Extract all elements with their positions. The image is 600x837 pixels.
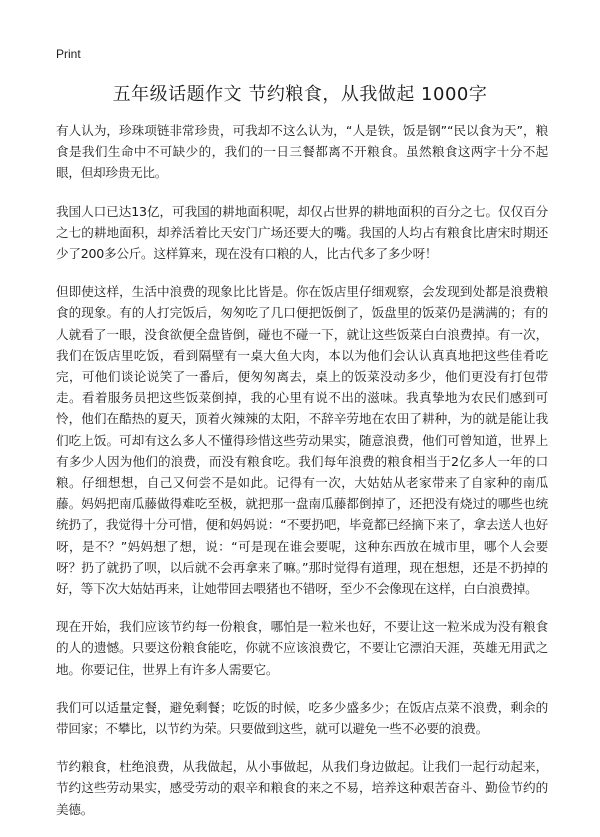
- article-body: [56, 120, 548, 837]
- article-paragraph-6: 节约粮食，杜绝浪费，从我做起，从小事做起，从我们身边做起。让我们一起行动起来，节约这些劳动果实，感受劳动的艰辛和粮食的来之不易，培养这种艰苦奋斗、勤俭节约的美德。: [56, 759, 548, 817]
- article-paragraph-1: 有人认为，珍珠项链非常珍贵，可我却不这么认为，“人是铁，饭是钢”“民以食为天”，粮食是我们生命中不可缺少的，我们的一日三餐都离不开粮食。虽然粮食这两字十分不起眼，但却珍贵无比。: [56, 123, 548, 181]
- print-link[interactable]: Print: [56, 47, 81, 61]
- article-paragraph-3: 但即使这样，生活中浪费的现象比比皆是。你在饭店里仔细观察，会发现到处都是浪费粮食的现象。有的人打完饭后，匆匆吃了几口便把饭倒了，饭盘里的饭菜仍是满满的；有的人就看了一眼，没食欲便全盘皆倒，碰也不碰一下，就让这些饭菜白白浪费掉。有一次，我们在饭店里吃饭，看到隔壁有一桌大鱼大肉，本以为他们会认认真真地把这些佳肴吃完，可他们谈论说笑了一番后，便匆匆离去，桌上的饭菜没动多少，他们更没有打包带走。看着服务员把这些饭菜倒掉，我的心里有说不出的滋味。我真挚地为农民们感到可怜，他们在酷热的夏天，顶着火辣辣的太阳，不辞辛劳地在农田了耕种，为的就是能让我们吃上饭。可却有这么多人不懂得珍惜这些劳动果实，随意浪费，他们可曾知道，世界上有多少人因为他们的浪费，而没有粮食吃。我们每年浪费的粮食相当于2亿多人一年的口粮。仔细想想，自己又何尝不是如此。记得有一次，大姑姑从老家带来了自家种的南瓜藤。妈妈把南瓜藤做得难吃至极，就把那一盘南瓜藤都倒掉了，还把没有烧过的哪些也统统扔了，我觉得十分可惜，便和妈妈说：“不要扔吧，毕竟都已经摘下来了，拿去送人也好呀，是不？”妈妈想了想，说：“可是现在谁会要呢，这种东西放在城市里，哪个人会要呀？扔了就扔了呗，以后就不会再拿来了嘛。”那时觉得有道理，现在想想，还是不扔掉的好，等下次大姑姑再来，让她带回去喂猪也不错呀，至少不会像现在这样，白白浪费掉。: [56, 284, 548, 597]
- page-title: 五年级话题作文 节约粮食，从我做起 1000字: [112, 84, 488, 105]
- article-paragraph-2: 我国人口已达13亿，可我国的耕地面积呢，却仅占世界的耕地面积的百分之七。仅仅百分之七的耕地面积，却养活着比天安门广场还要大的嘴。我国的人均占有粮食比唐宋时期还少了200多公斤。这样算来，现在没有口粮的人，比古代多了多少呀！: [56, 203, 548, 262]
- article-paragraph-4: 现在开始，我们应该节约每一份粮食，哪怕是一粒米也好，不要让这一粒米成为没有粮食的人的遗憾。只要这份粮食能吃，你就不应该浪费它，不要让它漂泊天涯，英雄无用武之地。你要记住，世界上有许多人需要它。: [56, 619, 548, 677]
- article-paragraph-5: 我们可以适量定餐，避免剩餐；吃饭的时候，吃多少盛多少；在饭店点菜不浪费，剩余的带回家；不攀比，以节约为荣。只要做到这些，就可以避免一些不必要的浪费。: [56, 699, 548, 737]
